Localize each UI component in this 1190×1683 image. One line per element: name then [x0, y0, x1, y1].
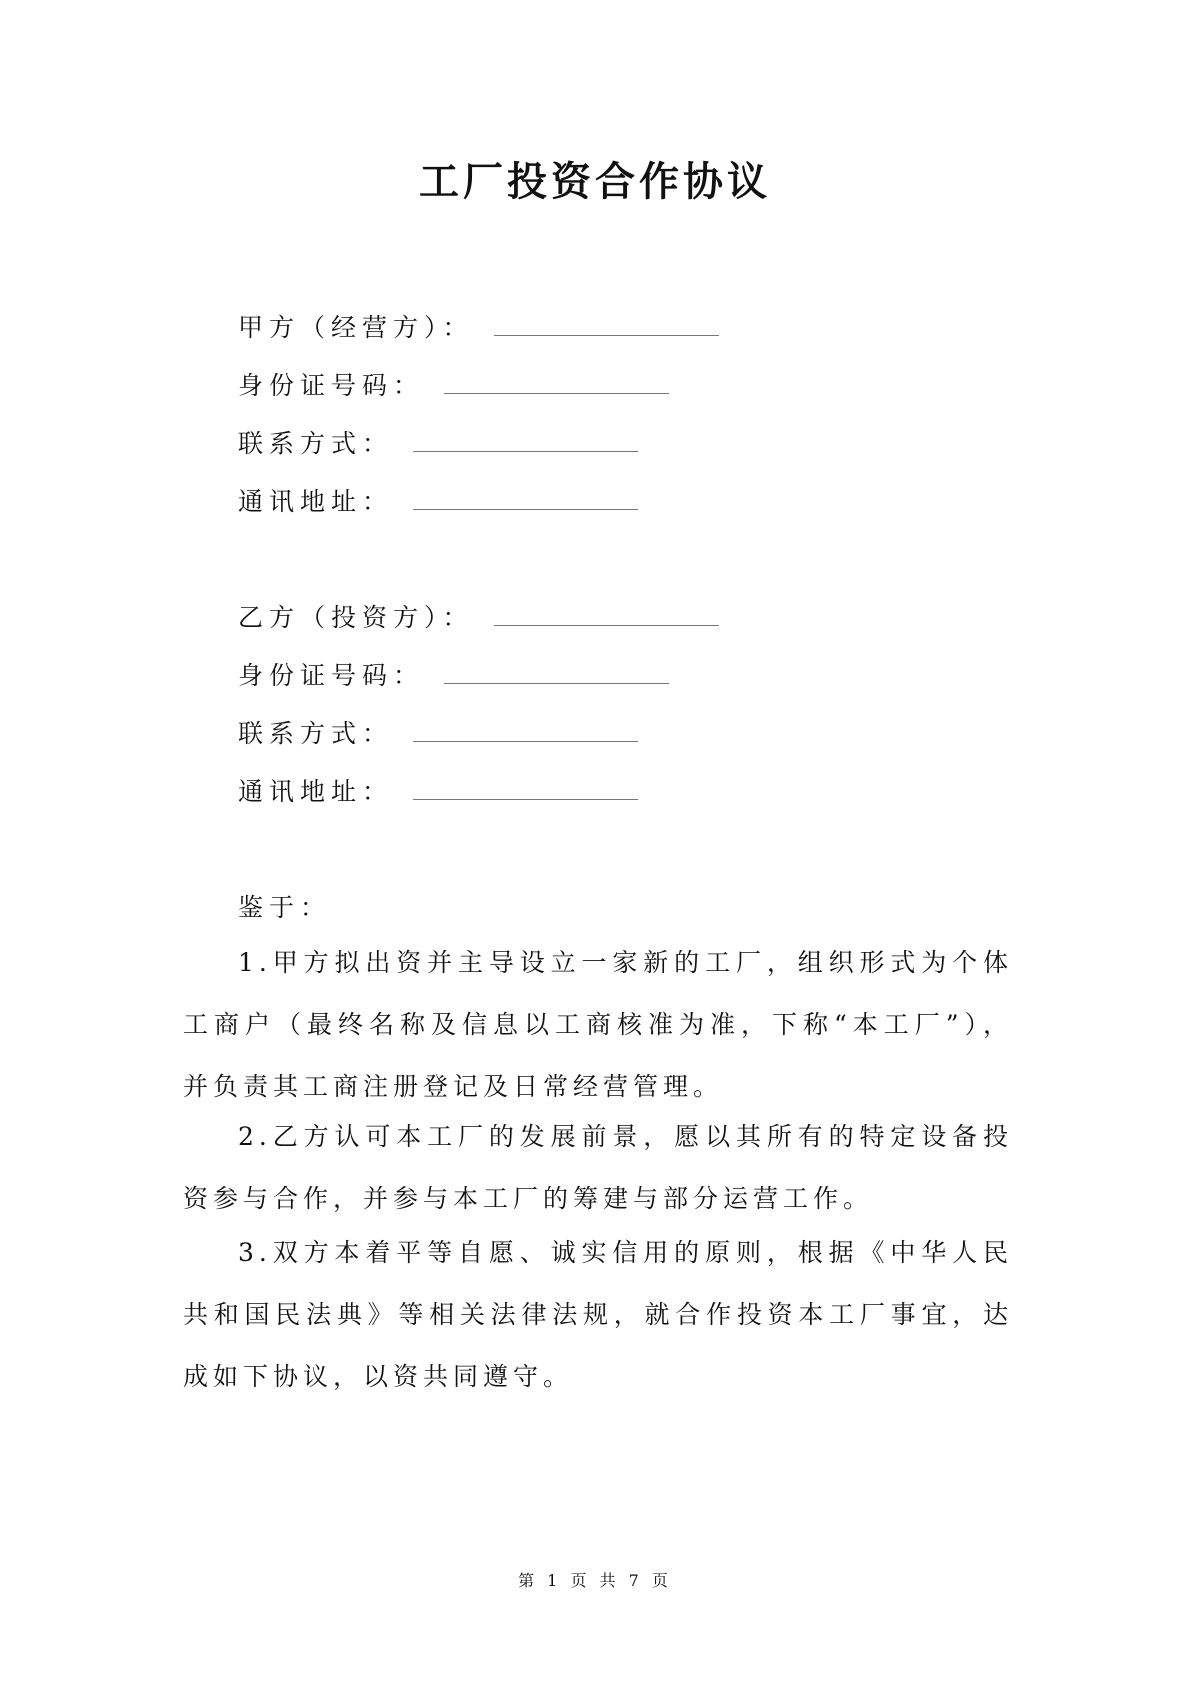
party-a-id-row — [238, 366, 669, 402]
recital-heading: 鉴于： — [238, 893, 332, 922]
party-b-id-row — [238, 656, 669, 692]
party-a-id-label: 身份证号码： — [238, 371, 425, 400]
party-b-name-blank[interactable] — [494, 605, 719, 626]
document-title: 工厂投资合作协议 — [419, 158, 771, 205]
party-a-heading-row — [238, 308, 719, 344]
party-b-address-blank[interactable] — [413, 779, 638, 800]
party-b-address-row — [238, 772, 638, 808]
party-a-name-blank[interactable] — [494, 315, 719, 336]
party-a-address-blank[interactable] — [413, 489, 638, 510]
recital-3: 3.双方本着平等自愿、诚实信用的原则，根据《中华人民共和国民法典》等相关法律法规，就合作投资本工厂事宜，达成如下协议，以资共同遵守。 — [183, 1238, 1013, 1391]
party-a-contact-blank[interactable] — [413, 431, 638, 452]
party-b-contact-row — [238, 714, 638, 750]
party-b-heading: 乙方（投资方）： — [238, 603, 474, 632]
party-a-address-row — [238, 482, 638, 518]
party-a-heading: 甲方（经营方）： — [238, 313, 474, 342]
party-a-id-blank[interactable] — [444, 373, 669, 394]
recital-2: 2.乙方认可本工厂的发展前景，愿以其所有的特定设备投资参与合作，并参与本工厂的筹建与部分运营工作。 — [183, 1122, 1013, 1213]
party-b-heading-row — [238, 598, 719, 634]
party-b-contact-blank[interactable] — [413, 721, 638, 742]
party-b-address-label: 通讯地址： — [238, 777, 394, 806]
page-footer: 第 1 页 共 7 页 — [518, 1571, 672, 1590]
party-a-contact-label: 联系方式： — [238, 429, 394, 458]
party-b-id-label: 身份证号码： — [238, 661, 425, 690]
party-b-id-blank[interactable] — [444, 663, 669, 684]
party-b-contact-label: 联系方式： — [238, 719, 394, 748]
recital-1: 1.甲方拟出资并主导设立一家新的工厂，组织形式为个体工商户（最终名称及信息以工商核准为准，下称“本工厂”），并负责其工商注册登记及日常经营管理。 — [183, 948, 1013, 1101]
party-a-address-label: 通讯地址： — [238, 487, 394, 516]
party-a-contact-row — [238, 424, 638, 460]
